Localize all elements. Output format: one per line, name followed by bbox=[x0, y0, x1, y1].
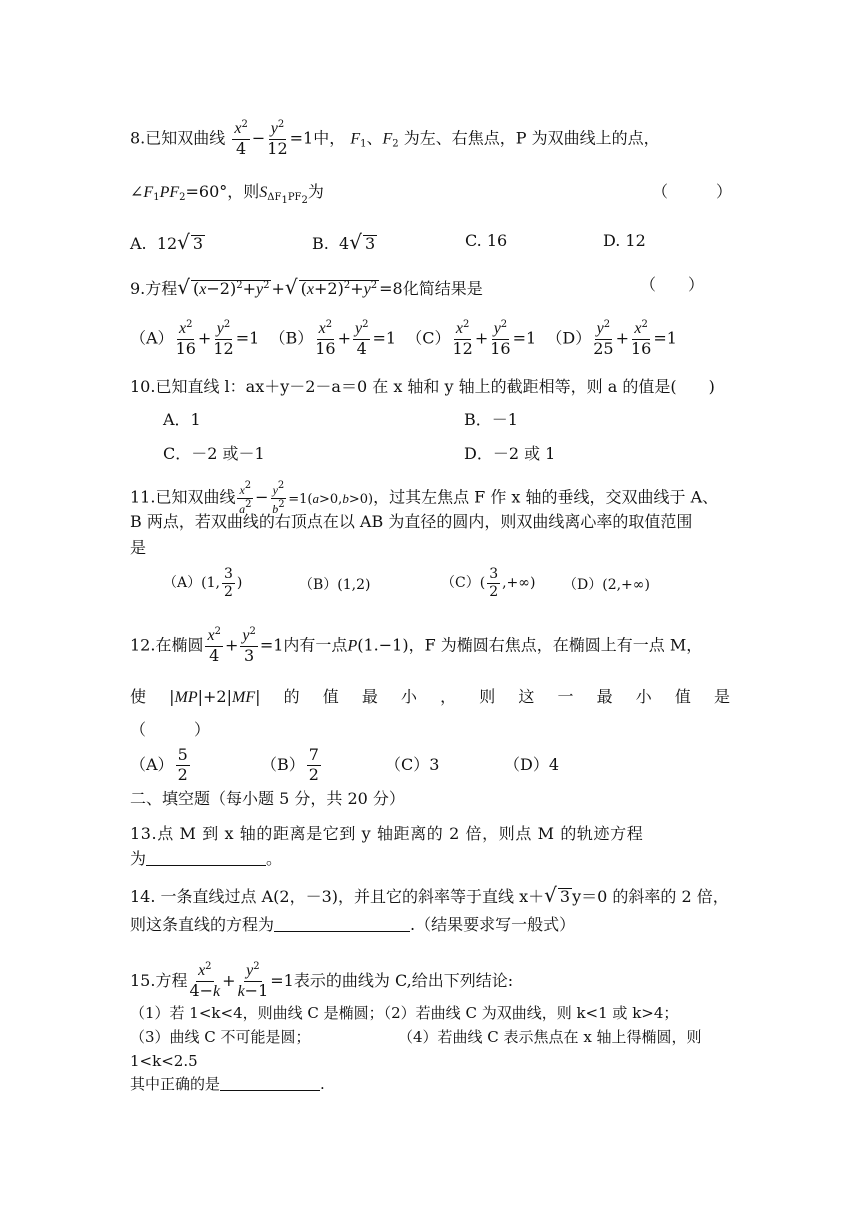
q11-option-a: （A）(1, $\frac{3}{2}$ ) bbox=[163, 566, 243, 600]
q12-line2: 使 |MP|+2|MF| 的 值 最 小 ， 则 这 一 最 小 值 是 bbox=[130, 687, 730, 706]
y2-over-12: $\frac{y^2}{12}$ bbox=[267, 119, 288, 158]
x2-over-4: $\frac{x^2}{4}$ bbox=[234, 119, 248, 158]
q14-line1: 14. 一条直线过点 A(2，－3)，并且它的斜率等于直线 x＋√ 3 y＝0 的斜率的 2 倍， bbox=[130, 883, 729, 907]
q12-option-c: （C）3 bbox=[385, 755, 440, 774]
q11-option-c: （C）( $\frac{3}{2}$ ,+∞) bbox=[441, 566, 536, 600]
section-title: 二、填空题（每小题 5 分，共 20 分） bbox=[130, 789, 405, 808]
q15-item4-cont: 1<k<2.5 bbox=[130, 1052, 198, 1070]
q15-item1: （1）若 1<k<4，则曲线 C 是椭圆；（2）若曲线 C 为双曲线，则 k<1 或 k>4； bbox=[130, 1004, 679, 1022]
q10-option-a: A．1 bbox=[163, 410, 201, 429]
q8-line1: 8.已知双曲线 $\frac{x^2}{4}$ − $\frac{y^2}{12}$ =1中， $F_1$、$F_2$ 为左、右焦点，P 为双曲线上的点， bbox=[130, 119, 660, 158]
q15-item4: （4）若曲线 C 表示焦点在 x 轴上得椭圆，则 bbox=[398, 1028, 702, 1046]
q9-answer-paren: （ ） bbox=[640, 275, 705, 294]
q10-option-b: B．－1 bbox=[464, 410, 518, 429]
q13-line2: 为 。 bbox=[130, 849, 283, 868]
q15-line1: 15.方程 $\frac{x^2}{4-k}$ + $\frac{y^2}{k-1}$ =1表示的曲线为 C,给出下列结论: bbox=[130, 961, 514, 1000]
q9-line: 9.方程√ $(x-2)^2+y^2$ +√ $(x+2)^2+y^2 =8$化简结果是 bbox=[130, 275, 483, 299]
q11-line2: B 两点，若双曲线的右顶点在以 AB 为直径的圆内，则双曲线离心率的取值范围 bbox=[130, 512, 693, 531]
q12-line1: 12.在椭圆 $\frac{x^2}{4}$ + $\frac{y^2}{3}$ =1内有一点P(1.−1)，F 为椭圆右焦点，在椭圆上有一点 M， bbox=[130, 626, 703, 665]
q12-option-b: （B） $\frac{7}{2}$ bbox=[261, 745, 319, 784]
q12-answer-paren: （ ） bbox=[130, 720, 211, 739]
q11-line1: 11.已知双曲线 $\frac{x^2}{a^2}$ − $\frac{y^2}{b^2}$ =1(a>0,b>0)，过其左焦点 F 作 x 轴的垂线，交双曲线于 A、 bbox=[130, 480, 719, 516]
q10-text: 10.已知直线 l：ax＋y－2－a＝0 在 x 轴和 y 轴上的截距相等，则 a 的值是( ) bbox=[130, 377, 715, 396]
q13-answer-blank[interactable] bbox=[146, 865, 266, 866]
q9-options: （A） $\frac{x^2}{16}$ + $\frac{y^2}{12}$ =1 （B） $\frac{x^2}{16}$ + $\frac{y^2}{4}$ =1 （C） $\frac{x^2}{12}$ + $\frac{y^2}{16}$ =1 （D） $\frac{y^2}{25}$ + $\frac{x^2}{16}$ =1 bbox=[130, 319, 677, 358]
f2-symbol: F bbox=[382, 130, 393, 148]
q11-option-d: （D）(2,+∞) bbox=[563, 577, 650, 593]
q13-line1: 13.点 M 到 x 轴的距离是它到 y 轴距离的 2 倍，则点 M 的轨迹方程 bbox=[130, 824, 644, 843]
q12-option-d: （D）4 bbox=[504, 755, 560, 774]
q8-answer-paren: （ ） bbox=[652, 182, 733, 201]
q14-answer-blank[interactable] bbox=[274, 931, 410, 932]
q8-option-b: B. 4√ 3 bbox=[312, 230, 376, 254]
q14-line2: 则这条直线的方程为 .（结果要求写一般式） bbox=[130, 915, 576, 934]
q15-answer-blank[interactable] bbox=[220, 1090, 320, 1091]
q11-option-b: （B）(1,2) bbox=[299, 577, 371, 593]
q15-answer: 其中正确的是 . bbox=[130, 1075, 325, 1093]
q8-option-d: D. 12 bbox=[603, 231, 646, 250]
q12-option-a: （A） $\frac{5}{2}$ bbox=[130, 745, 188, 784]
q15-item3: （3）曲线 C 不可能是圆； bbox=[130, 1028, 311, 1046]
q8-option-c: C. 16 bbox=[465, 231, 508, 250]
q10-option-d: D．－2 或 1 bbox=[464, 444, 556, 463]
q11-line3: 是 bbox=[130, 538, 147, 557]
q8-option-a: A. 12√ 3 bbox=[130, 230, 204, 254]
q10-option-c: C．－2 或－1 bbox=[163, 444, 265, 463]
q8-line2: $\angle F_1PF_2=60^\circ$，则$S_{\Delta F_1PF_2}$为 bbox=[130, 182, 324, 206]
f1-symbol: F bbox=[350, 130, 361, 148]
